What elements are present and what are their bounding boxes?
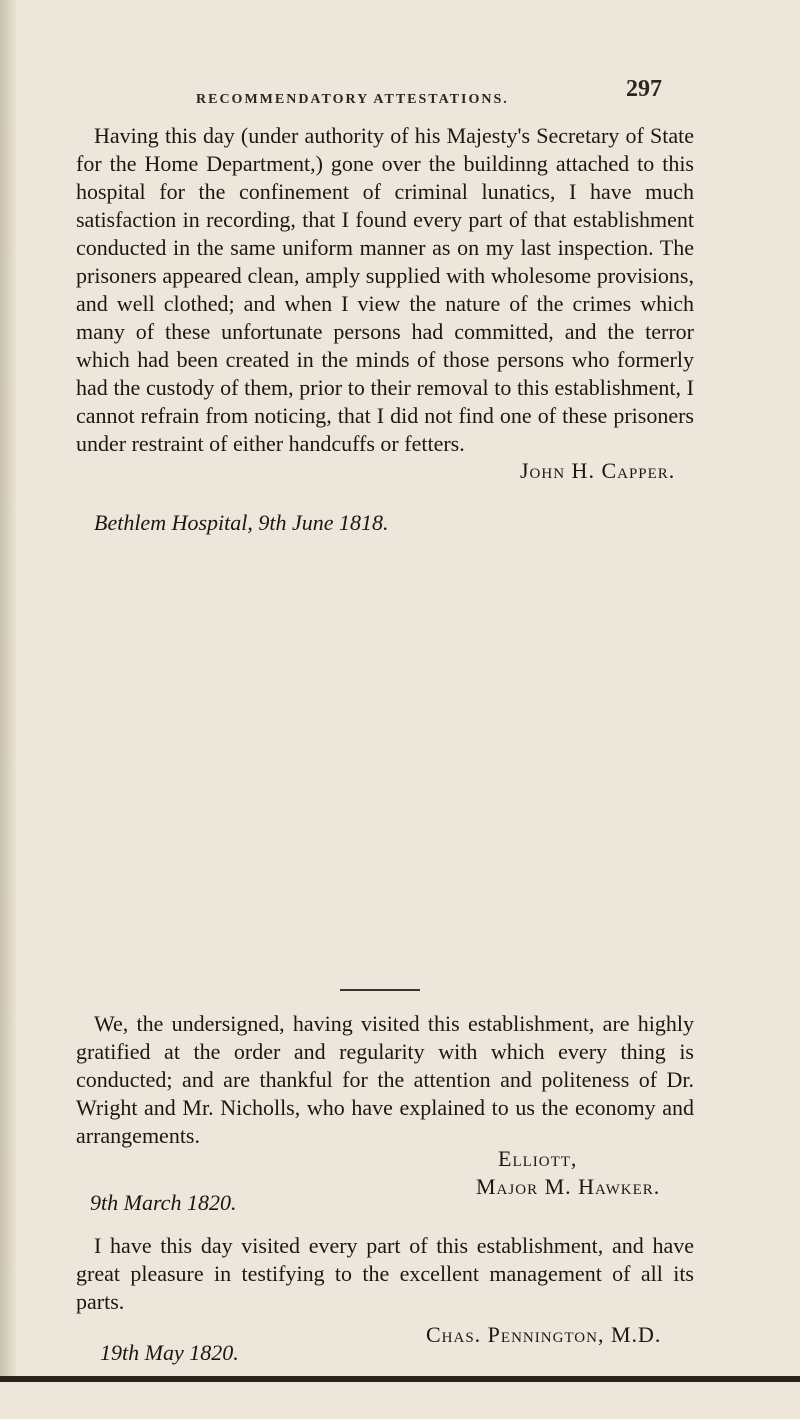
attestation-2-text: We, the undersigned, having visited this establishment, are highly gratified at the order and regularity with which every thing is conducted; and are thankful for the attention and politeness of Dr. Wright and Mr. Nicholls, who have explained to us the economy and arrangements. bbox=[76, 1011, 694, 1148]
section-divider bbox=[340, 989, 420, 991]
page-number: 297 bbox=[626, 76, 662, 102]
attestation-1-body bbox=[76, 122, 694, 458]
page-bottom-edge bbox=[0, 1376, 800, 1419]
attestation-1-signatory: John H. Capper. bbox=[520, 458, 676, 483]
attestation-2-body bbox=[76, 1010, 694, 1150]
attestation-2-signatory-1: Elliott, bbox=[498, 1146, 578, 1171]
attestation-1-text: Having this day (under authority of his Majesty's Secretary of State for the Home Department,) gone over the buildinng attached to this hospital for the confinement of criminal lunatics, I have much satisfaction in recording, that I found every part of that establishment conducted in the same uniform manner as on my last inspection. The prisoners appeared clean, amply supplied with wholesome provisions, and well clothed; and when I view the nature of the crimes which many of these unfortunate persons had committed, and the terror which had been created in the minds of those persons who formerly had the custody of them, prior to their removal to this establishment, I cannot refrain from noticing, that I did not find one of these prisoners under restraint of either handcuffs or fetters. bbox=[76, 123, 694, 456]
attestation-2-date: 9th March 1820. bbox=[90, 1190, 237, 1215]
attestation-3-text: I have this day visited every part of this establishment, and have great pleasure in testifying to the excellent management of all its parts. bbox=[76, 1233, 694, 1314]
attestation-2-signatory-2: Major M. Hawker. bbox=[476, 1174, 661, 1199]
attestation-3-body bbox=[76, 1232, 694, 1316]
attestation-3-signatory: Chas. Pennington, M.D. bbox=[426, 1322, 662, 1347]
page-spine-shadow bbox=[0, 0, 18, 1419]
attestation-3-date: 19th May 1820. bbox=[100, 1340, 239, 1365]
running-head: RECOMMENDATORY ATTESTATIONS. bbox=[196, 92, 509, 107]
attestation-1-date: Bethlem Hospital, 9th June 1818. bbox=[94, 510, 389, 535]
